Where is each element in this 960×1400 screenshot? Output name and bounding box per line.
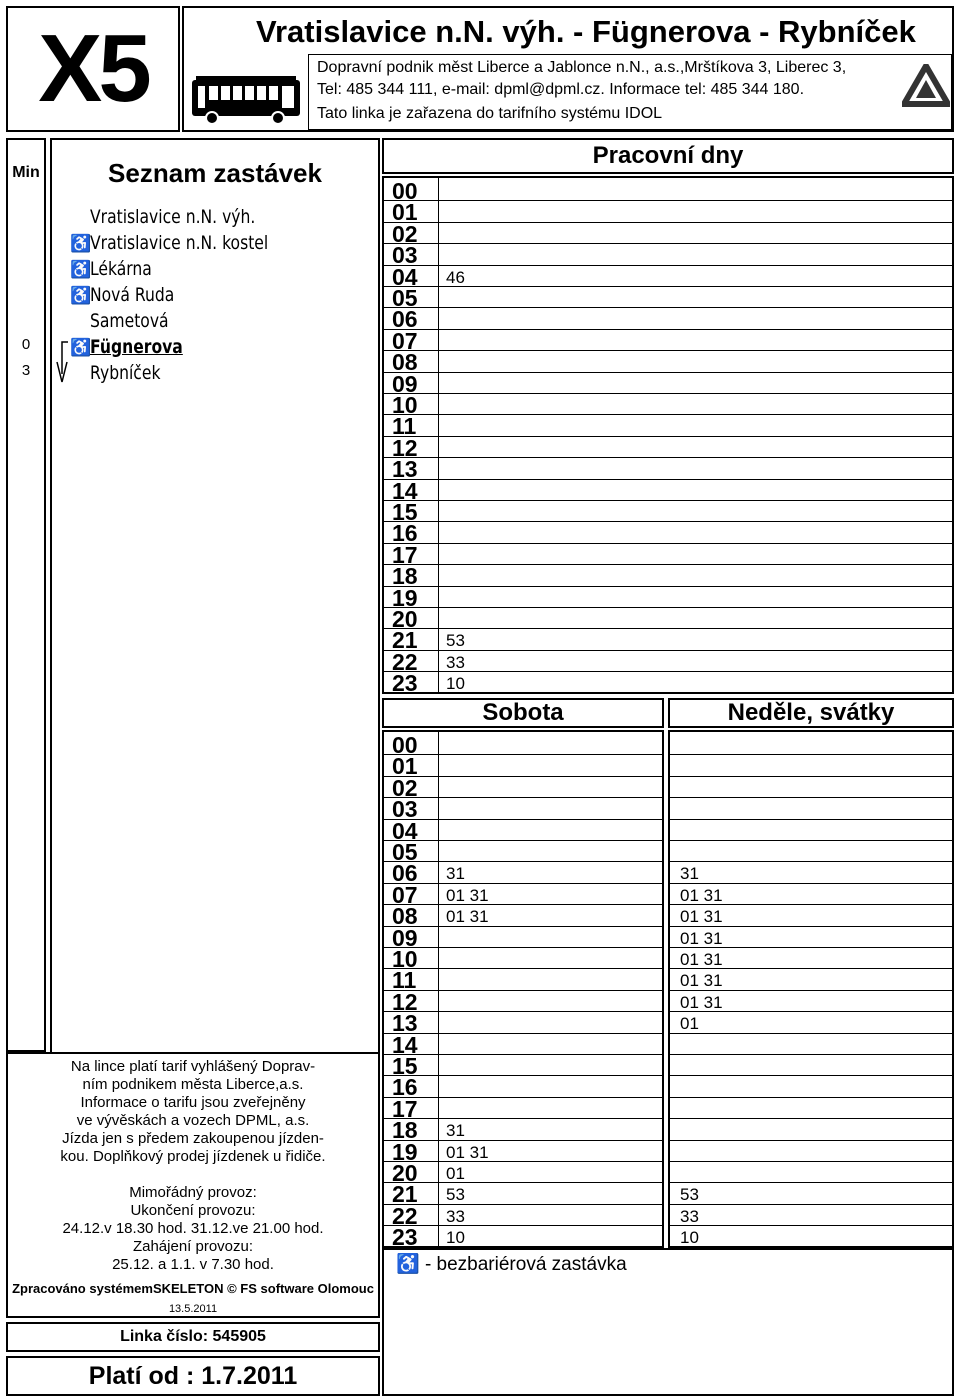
timetable-row: [384, 860, 662, 887]
timetable-row: [670, 969, 952, 990]
hour-label: 11: [392, 967, 417, 994]
hour-label: 14: [392, 477, 418, 504]
hour-label: 00: [392, 178, 418, 204]
timetable-row: [670, 1183, 952, 1204]
hour-label: 16: [392, 1074, 418, 1101]
hour-label: 17: [392, 1095, 418, 1122]
hour-label: 21: [392, 1181, 418, 1208]
hour-label: 13: [392, 1010, 418, 1037]
timetable-row: [384, 563, 952, 590]
departure-minutes: 10: [446, 674, 465, 694]
timetable-row: [670, 798, 952, 819]
tariff-note-line: ním podnikem města Liberce,a.s.: [82, 1076, 304, 1093]
line-code-box: [6, 1322, 380, 1352]
hour-label: 03: [392, 242, 418, 269]
departure-minutes: 10: [680, 1228, 699, 1248]
timetable-row: [670, 948, 952, 969]
departure-minutes: 01 31: [680, 992, 723, 1012]
valid-from-box: [6, 1356, 380, 1396]
timetable-row: [670, 884, 952, 905]
hour-label: 23: [392, 1224, 418, 1251]
hour-separator: [438, 178, 439, 692]
bus-icon: [190, 74, 302, 126]
hour-label: 06: [392, 306, 418, 333]
wheelchair-icon: ♿: [70, 260, 92, 279]
hour-label: 22: [392, 648, 418, 675]
timetable-row: [384, 627, 952, 654]
special-note-line: Mimořádný provoz:: [129, 1184, 257, 1201]
tariff-note-line: Jízda jen s předem zakoupenou jízden-: [62, 1130, 324, 1147]
departure-minutes: 33: [680, 1206, 699, 1226]
departure-minutes: 31: [446, 864, 465, 884]
wheelchair-icon: ♿: [70, 286, 92, 305]
stop-name: Rybníček: [90, 362, 161, 384]
timetable-row: [670, 1141, 952, 1162]
timetable-row: [670, 1034, 952, 1055]
timetable-row: [384, 477, 952, 504]
timetable-row: [384, 306, 952, 333]
hour-label: 11: [392, 413, 417, 440]
departure-minutes: 01 31: [446, 1142, 489, 1162]
timetable-row: [384, 903, 662, 930]
timetable-row: [384, 1117, 662, 1144]
processed-by: Zpracováno systémemSKELETON © FS software Olomouc: [12, 1281, 374, 1296]
hour-label: 01: [392, 753, 418, 780]
timetable-row: [670, 991, 952, 1012]
timetable-row: [384, 434, 952, 461]
hour-label: 22: [392, 1202, 418, 1229]
wheelchair-icon: ♿: [396, 1254, 425, 1275]
saturday-timetable: [382, 730, 664, 1251]
departure-minutes: 01 31: [446, 885, 489, 905]
timetable-row: [384, 1224, 662, 1251]
timetable-row: [670, 1205, 952, 1226]
timetable-row: [384, 946, 662, 972]
timetable-row: [670, 734, 952, 755]
wheelchair-icon: ♿: [70, 234, 92, 253]
operator-info: [308, 54, 952, 130]
departure-minutes: 01 31: [680, 885, 723, 905]
hour-label: 19: [392, 1138, 418, 1165]
timetable-row: [384, 541, 952, 568]
operator-address: Dopravní podnik měst Liberce a Jablonce n.N., a.s.,Mrštíkova 3, Liberec 3,: [317, 59, 847, 76]
tariff-note-line: kou. Doplňkový prodej jízdenek u řidiče.: [60, 1148, 326, 1165]
hour-label: 07: [392, 881, 418, 908]
timetable-row: [384, 178, 952, 204]
saturday-title-box: [382, 698, 664, 728]
departure-minutes: 01 31: [680, 971, 723, 991]
departure-minutes: 31: [680, 864, 699, 884]
timetable-row: [670, 927, 952, 948]
timetable-row: [384, 327, 952, 354]
departure-minutes: 10: [446, 1228, 465, 1248]
departure-minutes: 53: [680, 1185, 699, 1205]
timetable-row: [384, 1138, 662, 1165]
stops-panel: [50, 138, 380, 1052]
timetable-row: [384, 988, 662, 1015]
hour-label: 20: [392, 1160, 418, 1186]
timetable-row: [384, 839, 662, 865]
timetable-row: [384, 753, 662, 780]
hour-label: 09: [392, 370, 418, 397]
current-stop-name: Fügnerova: [90, 336, 183, 358]
timetable-row: [670, 1055, 952, 1076]
hour-label: 23: [392, 670, 418, 697]
hour-label: 17: [392, 541, 418, 568]
hour-label: 14: [392, 1031, 418, 1058]
timetable-row: [384, 648, 952, 675]
timetable-row: [670, 1226, 952, 1247]
timetable-row: [384, 370, 952, 397]
departure-minutes: 46: [446, 267, 465, 287]
sunday-timetable: [668, 730, 954, 1248]
timetable-row: [384, 1202, 662, 1229]
timetable-row: [670, 841, 952, 862]
timetable-row: [670, 820, 952, 841]
timetable-row: [670, 777, 952, 798]
hour-label: 02: [392, 220, 418, 247]
timetable-row: [384, 392, 952, 418]
hour-label: 06: [392, 860, 418, 887]
timetable-row: [384, 670, 952, 697]
header-box: [182, 6, 954, 132]
timetable-row: [384, 1181, 662, 1208]
departure-minutes: 01: [680, 1014, 699, 1034]
tariff-note-line: Informace o tarifu jsou zveřejněny: [80, 1094, 306, 1111]
workdays-title: Pracovní dny: [592, 142, 744, 169]
hour-label: 01: [392, 199, 418, 226]
legend-box: [382, 1248, 954, 1396]
timetable-row: [384, 796, 662, 823]
timetable-row: [670, 1098, 952, 1119]
hour-label: 09: [392, 924, 418, 951]
special-note-line: Zahájení provozu:: [132, 1238, 254, 1255]
timetable-row: [384, 881, 662, 908]
hour-label: 04: [392, 263, 418, 290]
notes-panel: [6, 1052, 380, 1318]
min-label: Min: [12, 164, 40, 181]
departure-minutes: 01 31: [680, 950, 723, 969]
direction-arrow-icon: [54, 338, 70, 384]
tariff-system-note: Tato linka je zařazena do tarifního systému IDOL: [317, 105, 663, 122]
timetable-row: [384, 1095, 662, 1122]
hour-label: 02: [392, 774, 418, 801]
departure-minutes: 31: [446, 1121, 465, 1141]
line-number: X5: [38, 15, 148, 122]
hour-label: 05: [392, 285, 418, 311]
timetable-row: [670, 755, 952, 776]
departure-minutes: 53: [446, 631, 465, 651]
timetable-row: [384, 242, 952, 269]
hour-label: 08: [392, 349, 418, 376]
departure-minutes: 33: [446, 652, 465, 672]
valid-from: Platí od : 1.7.2011: [88, 1361, 298, 1390]
timetable-row: [384, 1031, 662, 1058]
hour-label: 20: [392, 606, 418, 632]
departure-minutes: 53: [446, 1185, 465, 1205]
stop-name: Vratislavice n.N. kostel: [90, 232, 269, 254]
timetable-row: [384, 1074, 662, 1101]
stops-title: Seznam zastávek: [108, 158, 322, 188]
special-note-line: 24.12.v 18.30 hod. 31.12.ve 21.00 hod.: [62, 1220, 324, 1237]
hour-label: 16: [392, 520, 418, 547]
route-title: Vratislavice n.N. výh. - Fügnerova - Rybníček: [256, 14, 916, 49]
hour-label: 13: [392, 456, 418, 483]
timetable-row: [384, 774, 662, 801]
timetable-row: [384, 285, 952, 311]
timetable-row: [384, 1160, 662, 1186]
operator-contact: Tel: 485 344 111, e-mail: dpml@dpml.cz. Informace tel: 485 344 180.: [317, 81, 805, 98]
timetable-row: [384, 456, 952, 483]
stop-name: Vratislavice n.N. výh.: [90, 206, 256, 228]
tariff-note-line: Na lince platí tarif vyhlášený Doprav-: [70, 1058, 316, 1075]
hour-label: 00: [392, 732, 418, 758]
timetable-row: [384, 499, 952, 525]
timetable-row: [384, 606, 952, 632]
hour-label: 21: [392, 627, 418, 654]
timetable-row: [384, 199, 952, 226]
timetable-row: [670, 1012, 952, 1033]
tariff-note-line: ve vývěskách a vozech DPML, a.s.: [76, 1112, 310, 1129]
timetable-row: [670, 905, 952, 926]
saturday-title: Sobota: [482, 699, 564, 726]
hour-separator: [438, 732, 439, 1246]
departure-minutes: 33: [446, 1206, 465, 1226]
hour-label: 07: [392, 327, 418, 354]
departure-minutes: 01 31: [680, 928, 723, 948]
timetable-row: [670, 1076, 952, 1097]
timetable-row: [384, 263, 952, 290]
timetable-row: [384, 924, 662, 951]
hour-label: 12: [392, 434, 418, 461]
departure-minutes: 01: [446, 1164, 465, 1183]
timetable-row: [384, 349, 952, 376]
hour-label: 15: [392, 499, 418, 525]
stop-minute: 3: [21, 362, 31, 379]
hour-label: 15: [392, 1053, 418, 1079]
wheelchair-icon: ♿: [70, 338, 92, 357]
stop-name: Sametová: [90, 310, 169, 332]
hour-label: 18: [392, 563, 418, 590]
workdays-title-box: [382, 138, 954, 174]
timetable-row: [384, 520, 952, 547]
sunday-title: Neděle, svátky: [727, 699, 895, 726]
hour-label: 18: [392, 1117, 418, 1144]
departure-minutes: 01 31: [680, 907, 723, 927]
timetable-row: [384, 413, 952, 440]
timetable-row: [384, 1053, 662, 1079]
timetable-row: [384, 817, 662, 844]
workdays-timetable: [382, 176, 954, 697]
legend: [396, 1252, 627, 1276]
line-code: Linka číslo: 545905: [120, 1328, 266, 1345]
timetable-row: [670, 1162, 952, 1183]
dpml-logo-icon: [902, 64, 950, 108]
line-number-box: [6, 6, 180, 132]
hour-label: 10: [392, 392, 418, 418]
stop-minute: 0: [21, 336, 31, 353]
special-note-line: 25.12. a 1.1. v 7.30 hod.: [112, 1256, 274, 1273]
timetable-row: [670, 862, 952, 883]
hour-label: 04: [392, 817, 418, 844]
sunday-title-box: [668, 698, 954, 728]
hour-label: 19: [392, 584, 418, 611]
stop-name: Nová Ruda: [90, 284, 175, 306]
minutes-column: [6, 138, 46, 1052]
timetable-row: [384, 1010, 662, 1037]
legend-text: - bezbariérová zastávka: [424, 1254, 627, 1275]
print-date: 13.5.2011: [168, 1303, 218, 1315]
timetable-row: [384, 584, 952, 611]
special-note-line: Ukončení provozu:: [130, 1202, 256, 1219]
stop-name: Lékárna: [90, 258, 152, 280]
hour-label: 10: [392, 946, 418, 972]
hour-label: 05: [392, 839, 418, 865]
timetable-row: [384, 220, 952, 247]
hour-label: 08: [392, 903, 418, 930]
departure-minutes: 01 31: [446, 907, 489, 927]
hour-label: 03: [392, 796, 418, 823]
timetable-row: [384, 967, 662, 994]
timetable-row: [670, 1119, 952, 1140]
timetable-row: [384, 732, 662, 758]
hour-label: 12: [392, 988, 418, 1015]
